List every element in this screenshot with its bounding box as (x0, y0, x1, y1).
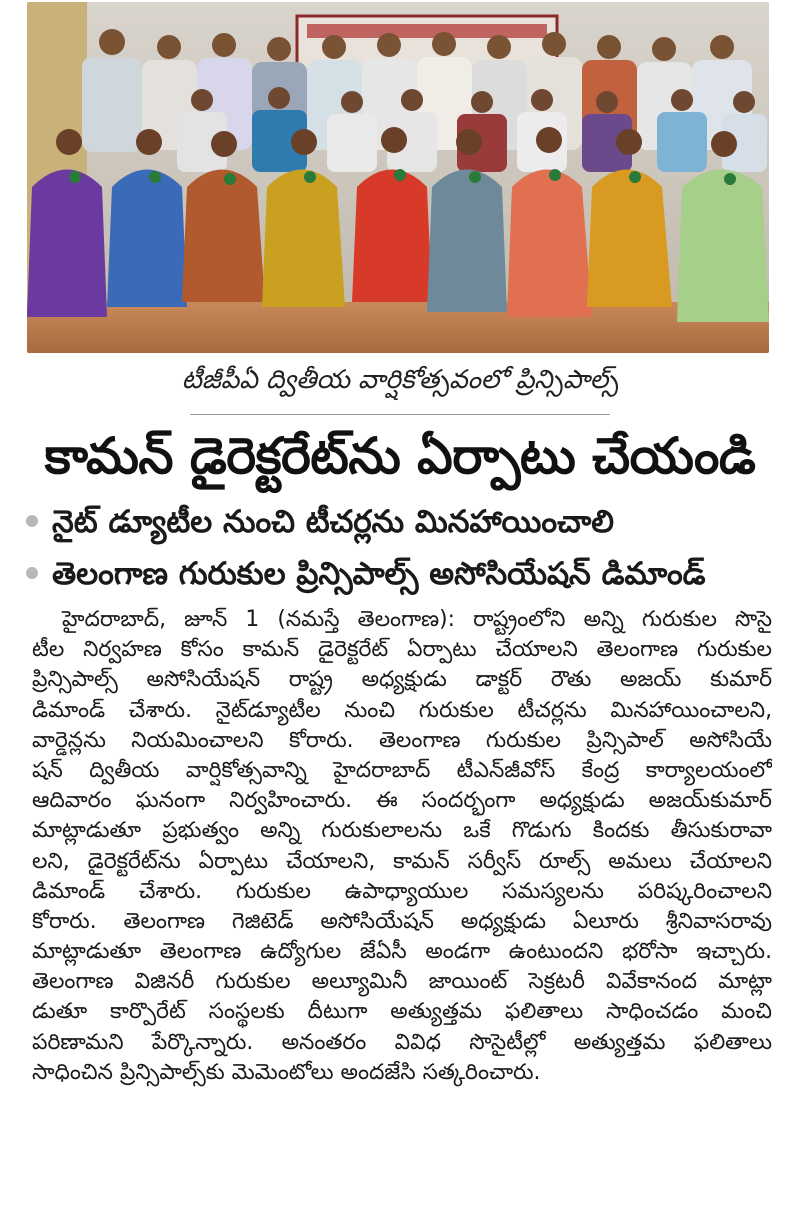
body-line: డిమాండ్ చేశారు. గురుకుల ఉపాధ్యాయుల సమస్యలను పరిష్కరించాలని (32, 878, 772, 904)
bullet-dot-icon (26, 567, 38, 579)
subhead-text: తెలంగాణ గురుకుల ప్రిన్సిపాల్స్ అసోసియేషన్ డిమాండ్ (52, 556, 706, 592)
body-line: వార్డెన్లను నియమించాలని కోరారు. తెలంగాణ గురుకుల ప్రిన్సిపాల్ అసోసియే (32, 727, 772, 753)
body-line: డిమాండ్ చేశారు. నైట్‌డ్యూటీల నుంచి గురుకుల టీచర్లను మినహాయించాలని, (32, 697, 772, 723)
body-line: తెలంగాణ విజినరీ గురుకుల అల్యూమినీ జాయింట్ సెక్రటరీ వివేకానంద మాట్లా (32, 969, 772, 995)
caption-divider (190, 414, 610, 415)
body-line: కోరారు. తెలంగాణ గెజిటెడ్ అసోసియేషన్ అధ్యక్షుడు ఏలూరు శ్రీనివాసరావు (32, 908, 772, 934)
body-line: ప్రిన్సిపాల్స్ అసోసియేషన్ రాష్ట్ర అధ్యక్షుడు డాక్టర్ రౌతు అజయ్ కుమార్ (32, 667, 772, 693)
subhead-bullet-2 (26, 552, 786, 596)
group-photo-icon (27, 2, 769, 353)
body-line: టీల నిర్వహణ కోసం కామన్ డైరెక్టరేట్ ఏర్పాటు చేయాలని తెలంగాణ గురుకుల (32, 637, 772, 663)
article-body (32, 605, 772, 1088)
photo-caption: టీజీపీఏ ద్వితీయ వార్షికోత్సవంలో ప్రిన్సిపాల్స్ (181, 365, 619, 395)
body-line: షన్ ద్వితీయ వార్షికోత్సవాన్ని హైదరాబాద్ టీఎన్‌జీవోస్ కేంద్ర కార్యాలయంలో (32, 757, 772, 783)
body-line: హైదరాబాద్, జూన్ 1 (నమస్తే తెలంగాణ): రాష్ట్రంలోని అన్ని గురుకుల సొసై (62, 607, 772, 632)
body-line: మాట్లాడుతూ ప్రభుత్వం అన్ని గురుకులాలను ఒకే గొడుగు కిందకు తీసుకురావా (32, 818, 772, 844)
headline: కామన్ డైరెక్టరేట్‌ను ఏర్పాటు చేయండి (44, 427, 756, 485)
group-photo (27, 2, 769, 353)
subhead-bullet-1 (26, 500, 786, 544)
body-line: మాట్లాడుతూ తెలంగాణ ఉద్యోగుల జేఏసీ అండగా ఉంటుందని భరోసా ఇచ్చారు. (32, 939, 772, 965)
bullet-dot-icon (26, 515, 38, 527)
body-line: పరిణామని పేర్కొన్నారు. అనంతరం వివిధ సొసైటీల్లో అత్యుత్తమ ఫలితాలు (32, 1029, 772, 1055)
body-line: ఆదివారం ఘనంగా నిర్వహించారు. ఈ సందర్భంగా అధ్యక్షుడు అజయ్‌కుమార్ (32, 788, 772, 814)
body-line: లని, డైరెక్టరేట్‌ను ఏర్పాటు చేయాలని, కామన్ సర్వీస్ రూల్స్ అమలు చేయాలని (32, 848, 772, 874)
subhead-text: నైట్ డ్యూటీల నుంచి టీచర్లను మినహాయించాలి (52, 504, 615, 540)
body-line: డుతూ కార్పొరేట్ సంస్థలకు దీటుగా అత్యుత్తమ ఫలితాలు సాధించడం మంచి (32, 999, 772, 1025)
body-line: సాధించిన ప్రిన్సిపాల్స్‌కు మెమెంటోలు అందజేసి సత్కరించారు. (32, 1059, 541, 1085)
